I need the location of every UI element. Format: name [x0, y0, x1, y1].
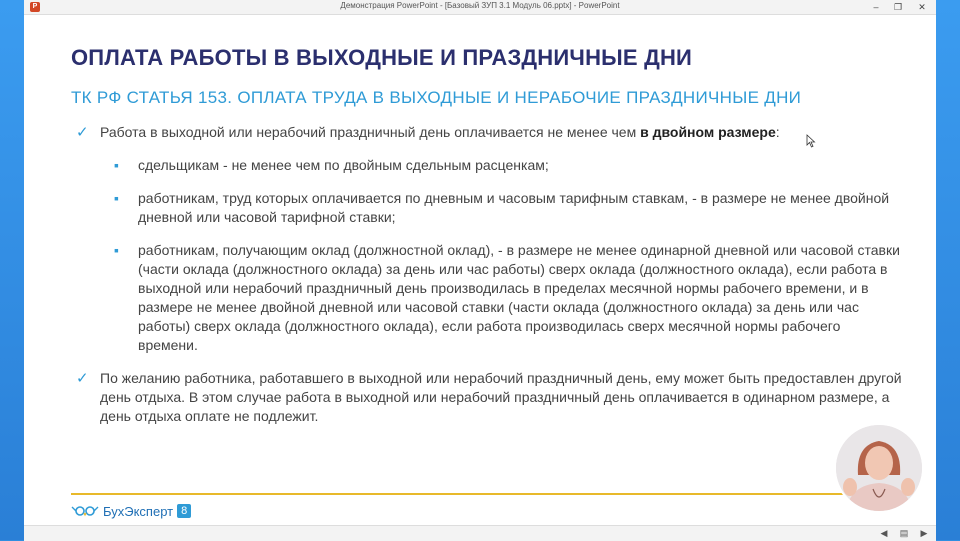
square-bullet-icon: ▪ [114, 157, 119, 173]
mouse-cursor-icon [806, 134, 816, 148]
subpoint-text: работникам, получающим оклад (должностной оклад), - в размере не менее одинарной дневной или часовой ставки (части оклада (должностного оклада) за день или час работы) сверх оклада (должностного оклада), если работа в выходной или нерабочий праздничный день производилась в пределах месячной нормы рабочего времени, и в размере не менее двойной дневной или часовой ставки (части оклада (должностного оклада) за день или час работы) сверх оклада (должностного оклада), если работа производилась сверх месячной нормы рабочего времени. [138, 242, 900, 353]
owl-logo-icon [71, 504, 99, 518]
status-bar [24, 525, 936, 541]
list-item [114, 156, 904, 175]
slide-subtitle: ТК РФ СТАТЬЯ 153. ОПЛАТА ТРУДА В ВЫХОДНЫЕ И НЕРАБОЧИЕ ПРАЗДНИЧНЫЕ ДНИ [71, 88, 802, 107]
point1-bold: в двойном размере [640, 124, 776, 140]
list-item [114, 189, 904, 227]
minimize-button[interactable]: – [873, 2, 879, 12]
powerpoint-icon: P [30, 2, 40, 12]
prev-slide-icon[interactable]: ◀ [880, 528, 888, 538]
checkmark-icon: ✓ [76, 124, 89, 141]
list-item [74, 369, 904, 426]
slide-content [74, 123, 904, 440]
desktop-background-left [0, 0, 24, 540]
point1-text: Работа в выходной или нерабочий праздничный день оплачивается не менее чем [100, 124, 641, 140]
restore-button[interactable]: ❐ [893, 2, 903, 12]
slide-title: ОПЛАТА РАБОТЫ В ВЫХОДНЫЕ И ПРАЗДНИЧНЫЕ ДНИ [71, 45, 693, 70]
close-button[interactable]: ✕ [918, 2, 926, 12]
bukhexpert-logo [71, 501, 191, 521]
window-title: Демонстрация PowerPoint - [Базовый ЗУП 3.1 Модуль 06.pptx] - PowerPoint [340, 1, 620, 10]
list-item [114, 241, 904, 355]
brand-name: БухЭксперт [103, 503, 174, 519]
desktop-background-right [936, 0, 960, 540]
footer-divider [71, 493, 861, 495]
next-slide-icon[interactable]: ▶ [920, 528, 928, 538]
window-titlebar[interactable] [24, 0, 936, 15]
slide-menu-icon[interactable]: ▤ [899, 528, 909, 538]
presenter-avatar [836, 425, 922, 511]
checkmark-icon: ✓ [76, 370, 89, 387]
subpoint-text: работникам, труд которых оплачивается по дневным и часовым тарифным ставкам, - в размере не менее двойной дневной или часовой тарифной ставки; [138, 190, 890, 225]
list-item [74, 123, 904, 142]
presenter-webcam [834, 423, 924, 513]
square-bullet-icon: ▪ [114, 242, 119, 258]
square-bullet-icon: ▪ [114, 190, 119, 206]
point2-text: По желанию работника, работавшего в выходной или нерабочий праздничный день, ему может быть предоставлен другой день отдыха. В этом случае работа в выходной или нерабочий праздничный день оплачивается в одинарном размере, а день отдыха оплате не подлежит. [100, 370, 902, 424]
subpoint-text: сдельщикам - не менее чем по двойным сдельным расценкам; [138, 157, 549, 173]
slide[interactable] [24, 15, 936, 525]
version-badge: 8 [177, 504, 191, 518]
point1-tail: : [775, 124, 780, 140]
